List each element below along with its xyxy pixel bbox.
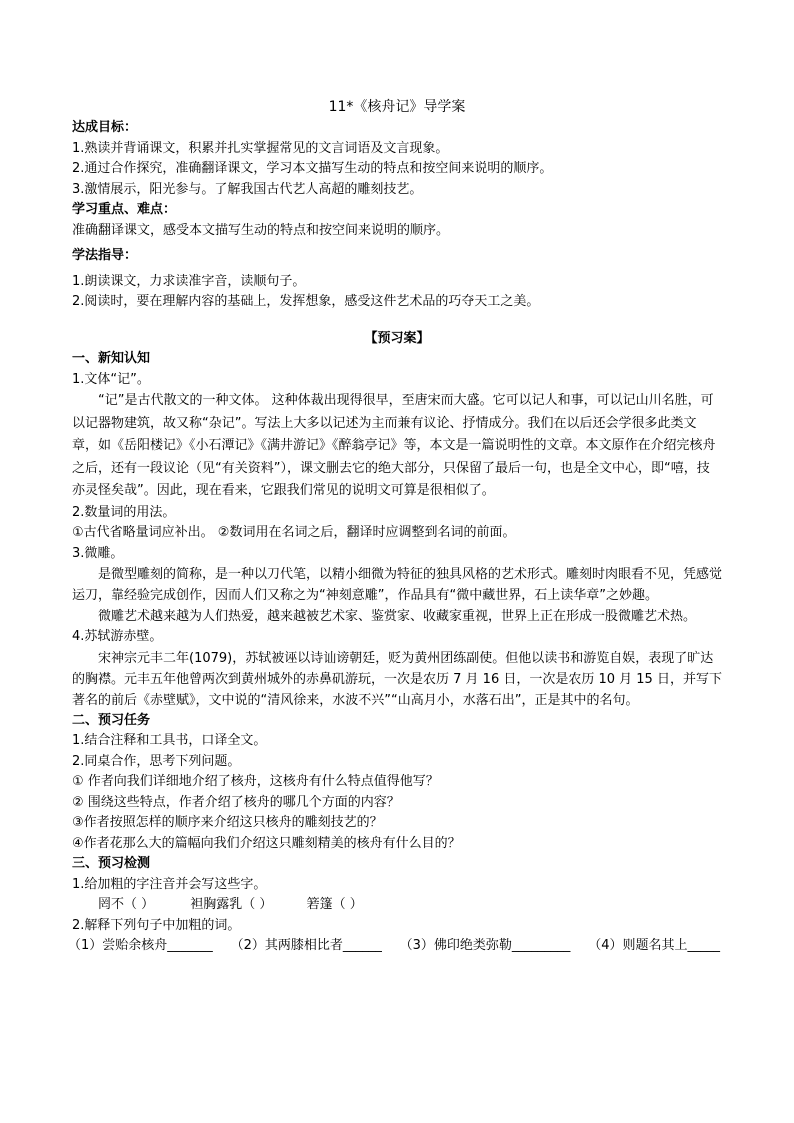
paragraph-genre: “记”是古代散文的一种文体。 这种体裁出现得很早，至唐宋而大盛。它可以记人和事，可以记山川名胜，可以记器物建筑，故又称“杂记”。写法上大多以记述为主而兼有议论、抒情成分。我们在以后还会学很多此类文章，如《岳阳楼记》《小石潭记》《满井游记》《醉翁亭记》等，本文是一篇说明性的文章。本文原作在介绍完核舟之后，还有一段议论（见“有关资料”），课文删去它的绝大部分，只保留了最后一句，也是全文中心，即“嘻，技亦灵怪矣哉”。因此，现在看来，它跟我们常见的说明文可算是很相似了。 xyxy=(72,393,716,498)
subsection-title: 4.苏轼游赤壁。 xyxy=(72,629,163,644)
focus-text: 准确翻译课文，感受本文描写生动的特点和按空间来说明的顺序。 xyxy=(72,222,450,238)
task-item: 1.结合注释和工具书，口译全文。 xyxy=(72,733,267,748)
pinyin-blank[interactable]: 袒胸露乳（ ） xyxy=(190,897,273,912)
document-content xyxy=(68,99,723,957)
method-heading: 学法指导： xyxy=(72,248,138,263)
explain-blank[interactable]: （2）其两膝相比者______ xyxy=(230,938,382,953)
explain-blank[interactable]: （1）尝贻余核舟_______ xyxy=(68,938,213,953)
paragraph-sushi: 宋神宗元丰二年(1079)，苏轼被诬以诗讪谤朝廷，贬为黄州团练副使。但他以读书和游览自娱，表现了旷达的胸襟。元丰五年他曾两次到黄州城外的赤鼻矶游玩，一次是农历 7 月 16 日，一次是农历 10 月 15 日，并写下著名的前后《赤壁赋》，文中说的“清风徐来，水波不兴”“山高月小，水落石出”，正是其中的名句。 xyxy=(72,650,722,708)
explain-blank[interactable]: （4）则题名其上_____ xyxy=(588,938,720,953)
explain-row xyxy=(68,936,720,957)
focus-heading: 学习重点、难点： xyxy=(72,202,177,217)
goal-item: 3.激情展示，阳光参与。了解我国古代艺人高超的雕刻技艺。 xyxy=(72,181,423,197)
subsection-title: 1.文体“记”。 xyxy=(72,371,150,387)
exercise-prompt: 1.给加粗的字注音并会写这些字。 xyxy=(72,876,267,892)
goal-item: 2.通过合作探究，准确翻译课文，学习本文描写生动的特点和按空间来说明的顺序。 xyxy=(72,161,553,176)
explain-blank[interactable]: （3）佛印绝类弥勒_________ xyxy=(399,938,571,953)
task-item: 2.同桌合作，思考下列问题。 xyxy=(72,753,241,769)
question-item: ① 作者向我们详细地介绍了核舟，这核舟有什么特点值得他写？ xyxy=(72,774,439,789)
goals-heading: 达成目标： xyxy=(72,120,138,135)
pinyin-blank[interactable]: 罔不（ ） xyxy=(98,897,155,912)
question-item: ③作者按照怎样的顺序来介绍这只核舟的雕刻技艺的？ xyxy=(72,815,383,830)
question-item: ② 围绕这些特点，作者介绍了核舟的哪几个方面的内容？ xyxy=(72,794,400,810)
paragraph-numerals: ①古代省略量词应补出。 ②数词用在名词之后，翻译时应调整到名词的前面。 xyxy=(72,525,516,540)
paragraph-microcarving: 是微型雕刻的简称，是一种以刀代笔，以精小细微为特征的独具风格的艺术形式。雕刻时肉眼看不见，凭感觉运刀，靠经验完成创作，因而人们又称之为“神刻意雕”，作品具有“微中藏世界，石上读华章”之妙趣。 xyxy=(72,567,723,603)
goal-item: 1.熟读并背诵课文，积累并扎实掌握常见的文言词语及文言现象。 xyxy=(72,140,449,156)
question-item: ④作者花那么大的篇幅向我们介绍这只雕刻精美的核舟有什么目的？ xyxy=(72,835,461,851)
method-item: 2.阅读时，要在理解内容的基础上，发挥想象，感受这件艺术品的巧夺天工之美。 xyxy=(72,294,540,309)
section-heading: 一、新知认知 xyxy=(72,351,151,366)
pinyin-blank[interactable]: 箬篷（ ） xyxy=(306,897,363,912)
section-heading: 三、预习检测 xyxy=(72,856,151,871)
preview-heading: 【预习案】 xyxy=(364,330,430,346)
section-heading: 二、预习任务 xyxy=(72,712,151,728)
subsection-title: 3.微雕。 xyxy=(72,545,124,561)
pinyin-row xyxy=(72,895,722,916)
exercise-prompt: 2.解释下列句子中加粗的词。 xyxy=(72,917,241,933)
paragraph-microcarving-2: 微雕艺术越来越为人们热爱，越来越被艺术家、鉴赏家、收藏家重视，世界上正在形成一股微雕艺术热。 xyxy=(98,609,697,624)
method-item: 1.朗读课文，力求读准字音，读顺句子。 xyxy=(72,273,306,289)
subsection-title: 2.数量词的用法。 xyxy=(72,504,176,520)
page-title: 11*《核舟记》导学案 xyxy=(328,99,466,115)
